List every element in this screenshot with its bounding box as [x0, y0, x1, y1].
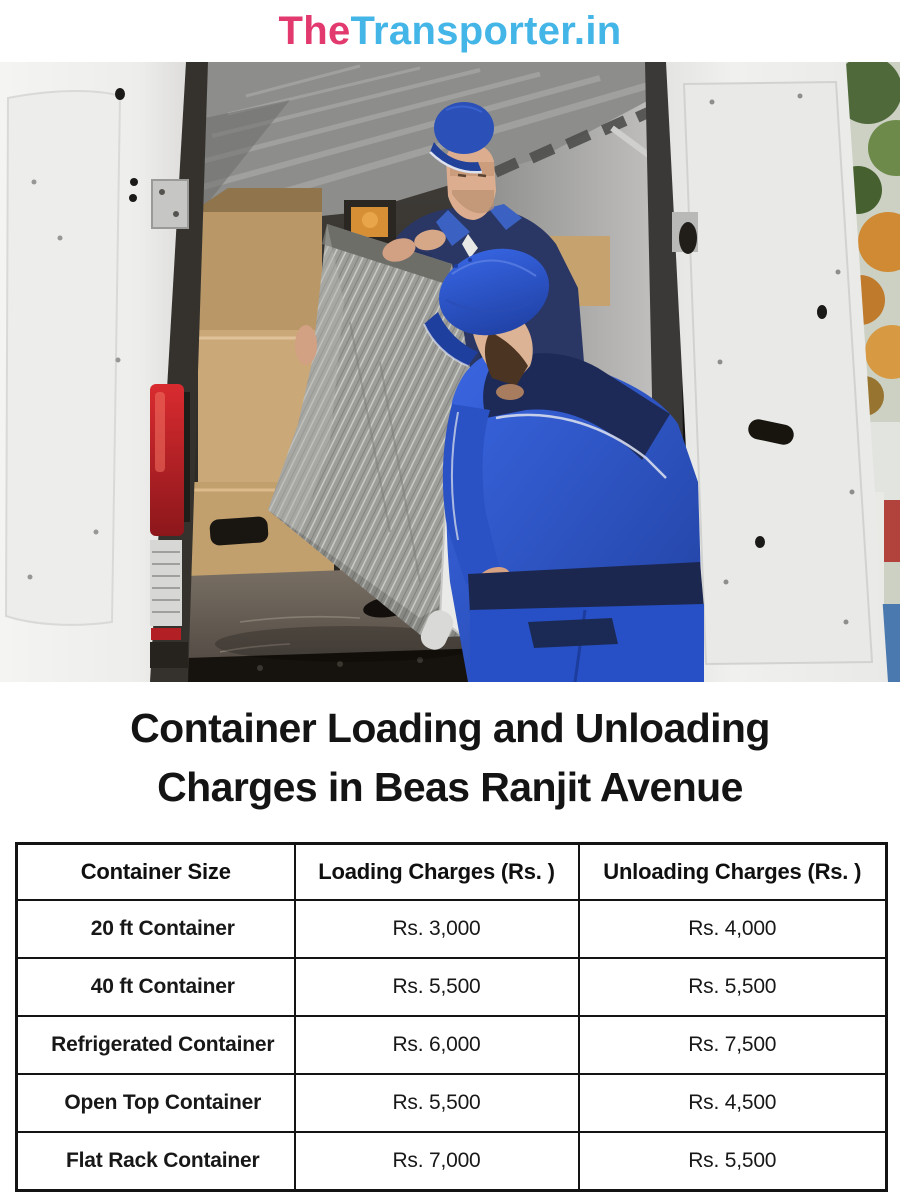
loading-charge-cell: Rs. 5,500	[295, 1074, 579, 1132]
door-hinge	[152, 180, 188, 228]
loading-charge-cell: Rs. 6,000	[295, 1016, 579, 1074]
table-row	[17, 1132, 887, 1191]
unloading-charge-cell: Rs. 7,500	[579, 1016, 887, 1074]
page-header	[0, 0, 900, 62]
unloading-charge-cell: Rs. 5,500	[579, 958, 887, 1016]
table-row	[17, 1016, 887, 1074]
brand-logo-prefix: The	[278, 8, 351, 53]
loading-charge-cell: Rs. 7,000	[295, 1132, 579, 1191]
table-header-row	[17, 844, 887, 901]
col-header-unloading-charges: Unloading Charges (Rs. )	[579, 844, 887, 901]
table-row	[17, 1074, 887, 1132]
left-van-door	[0, 62, 208, 682]
table-row	[17, 958, 887, 1016]
charges-table	[15, 842, 888, 1192]
loading-charge-cell: Rs. 3,000	[295, 900, 579, 958]
table-row	[17, 900, 887, 958]
unloading-charge-cell: Rs. 5,500	[579, 1132, 887, 1191]
col-header-container-size: Container Size	[17, 844, 295, 901]
page-title	[28, 699, 872, 817]
mover-inside-hand	[295, 325, 317, 365]
brand-logo	[279, 9, 622, 54]
unloading-charge-cell: Rs. 4,500	[579, 1074, 887, 1132]
hero-photo-illustration	[0, 62, 900, 682]
page-title-line2: Charges in Beas Ranjit Avenue	[157, 764, 743, 811]
brand-logo-suffix: Transporter.in	[350, 8, 622, 53]
unloading-charge-cell: Rs. 4,000	[579, 900, 887, 958]
charges-table-section	[15, 842, 885, 1192]
page-title-line1: Container Loading and Unloading	[130, 705, 770, 751]
col-header-loading-charges: Loading Charges (Rs. )	[295, 844, 579, 901]
container-size-cell: 20 ft Container	[17, 900, 295, 958]
container-size-cell: 40 ft Container	[17, 958, 295, 1016]
container-size-cell: Open Top Container	[17, 1074, 295, 1132]
container-size-cell: Flat Rack Container	[17, 1132, 295, 1191]
container-size-cell: Refrigerated Container	[17, 1016, 295, 1074]
loading-charge-cell: Rs. 5,500	[295, 958, 579, 1016]
hero-photo	[0, 62, 900, 682]
